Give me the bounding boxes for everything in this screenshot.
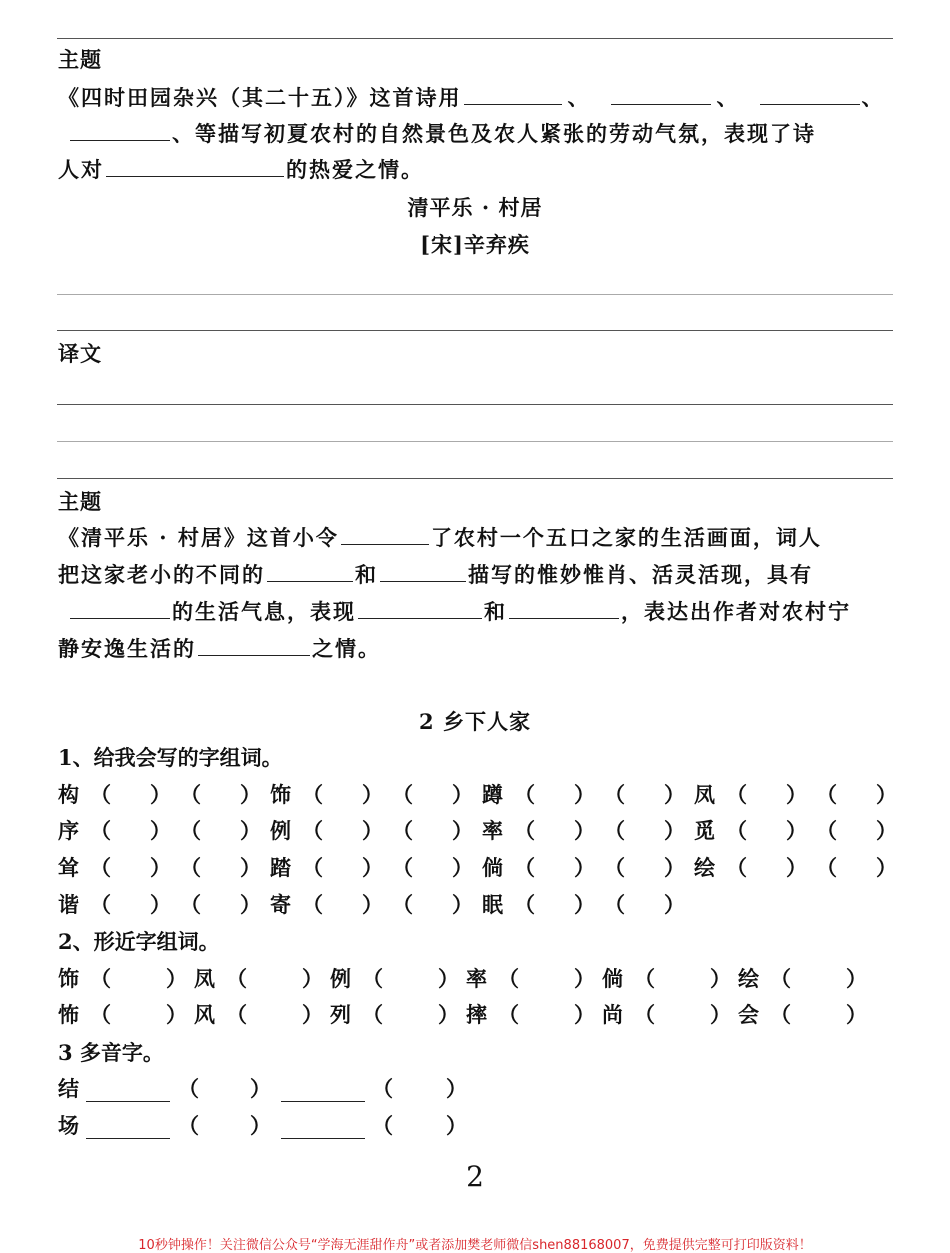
theme2-text: 和 [355,562,378,587]
poem-title: 清平乐 · 村居 [407,195,543,220]
vocab-char: 饰 [270,782,291,807]
paren-open[interactable]: （ [362,966,383,991]
theme2-line-4 [58,633,381,663]
q1-title: 1、给我会写的字组词。 [58,745,283,770]
paren-close: ） [664,782,685,807]
answer-blank[interactable] [509,596,619,619]
paren-open[interactable]: （ [498,1002,519,1027]
paren-close: ） [452,782,473,807]
theme2-text: 了农村一个五口之家的生活画面，词人 [430,525,822,550]
paren-open[interactable]: （ [90,782,111,807]
poem-author: [宋]辛弃疾 [420,232,530,257]
paren-open[interactable]: （ [726,855,747,880]
paren-close: ） [250,1113,271,1138]
answer-blank[interactable] [86,1116,170,1139]
page-number: 2 [466,1160,484,1193]
paren-close: ） [438,966,459,991]
paren-open[interactable]: （ [372,1076,393,1101]
theme1-line-2 [68,118,816,148]
paren-open[interactable]: （ [726,818,747,843]
paren-open[interactable]: （ [816,782,837,807]
paren-open[interactable]: （ [90,855,111,880]
answer-blank[interactable] [267,559,353,582]
paren-open[interactable]: （ [372,1113,393,1138]
vocab-char: 寄 [270,892,291,917]
paren-close: ） [150,782,171,807]
paren-open[interactable]: （ [392,818,413,843]
theme-label-2: 主题 [58,489,102,514]
paren-open[interactable]: （ [634,1002,655,1027]
paren-open[interactable]: （ [514,818,535,843]
polyphone-char: 结 [58,1076,79,1101]
paren-open[interactable]: （ [816,855,837,880]
paren-close: ） [452,818,473,843]
paren-open[interactable]: （ [514,892,535,917]
writing-line [57,404,893,405]
theme2-text: 描写的惟妙惟肖、活灵活现，具有 [468,562,813,587]
paren-close: ） [876,855,897,880]
polyphone-char: 场 [58,1113,79,1138]
paren-open[interactable]: （ [90,818,111,843]
paren-open[interactable]: （ [634,966,655,991]
paren-open[interactable]: （ [180,855,201,880]
theme1-text-c: 人对 [58,157,104,182]
vocab-char: 率 [482,818,503,843]
writing-line [57,294,893,295]
separator: 、 [716,85,740,110]
similar-char: 摔 [466,1002,487,1027]
theme-label-1: 主题 [58,47,102,72]
vocab-char: 凤 [694,782,715,807]
answer-blank[interactable] [341,522,429,545]
paren-close: ） [302,966,323,991]
similar-char: 饰 [58,966,79,991]
theme2-text: 静安逸生活的 [58,636,196,661]
paren-close: ） [240,855,261,880]
paren-open[interactable]: （ [302,782,323,807]
writing-line [57,441,893,442]
paren-open[interactable]: （ [604,782,625,807]
vocab-char: 踏 [270,855,291,880]
theme2-line-2 [58,559,813,589]
vocab-char: 序 [58,818,79,843]
paren-open[interactable]: （ [392,855,413,880]
paren-open[interactable]: （ [604,818,625,843]
similar-char: 倘 [602,966,623,991]
paren-close: ） [574,818,595,843]
vocab-char: 倘 [482,855,503,880]
paren-close: ） [166,966,187,991]
paren-open[interactable]: （ [816,818,837,843]
theme2-text: 《清平乐 · 村居》这首小令 [58,525,339,550]
vocab-char: 绘 [694,855,715,880]
similar-char: 凤 [194,966,215,991]
answer-blank[interactable] [86,1079,170,1102]
paren-close: ） [664,892,685,917]
paren-open[interactable]: （ [392,782,413,807]
paren-close: ） [250,1076,271,1101]
paren-open[interactable]: （ [180,818,201,843]
paren-open[interactable]: （ [178,1113,199,1138]
separator: 、 [861,85,885,110]
paren-close: ） [240,892,261,917]
paren-close: ） [786,782,807,807]
answer-blank[interactable] [281,1079,365,1102]
similar-char: 怖 [58,1002,79,1027]
similar-char: 风 [194,1002,215,1027]
writing-line [57,478,893,479]
paren-close: ） [150,892,171,917]
similar-char: 尚 [602,1002,623,1027]
paren-open[interactable]: （ [178,1076,199,1101]
paren-close: ） [786,855,807,880]
paren-close: ） [846,1002,867,1027]
lesson-title: 2 乡下人家 [419,709,531,734]
paren-close: ） [446,1113,467,1138]
paren-close: ） [362,892,383,917]
separator: 、 [567,85,591,110]
paren-close: ） [710,966,731,991]
paren-close: ） [786,818,807,843]
paren-open[interactable]: （ [498,966,519,991]
theme2-line-3 [68,596,851,626]
paren-open[interactable]: （ [90,966,111,991]
paren-close: ） [710,1002,731,1027]
paren-open[interactable]: （ [514,782,535,807]
answer-blank[interactable] [760,82,860,105]
similar-char: 率 [466,966,487,991]
paren-open[interactable]: （ [604,855,625,880]
answer-blank[interactable] [464,82,562,105]
theme2-text: 和 [484,599,507,624]
theme2-text: ，表达出作者对农村宁 [621,599,851,624]
answer-blank[interactable] [380,559,466,582]
promo-footer: 10秒钟操作！关注微信公众号“学海无涯甜作舟”或者添加樊老师微信shen88168007，免费提供完整可打印版资料！ [138,1238,812,1253]
vocab-char: 例 [270,818,291,843]
paren-open[interactable]: （ [362,1002,383,1027]
theme2-text: 之情。 [312,636,381,661]
paren-open[interactable]: （ [726,782,747,807]
paren-open[interactable]: （ [604,892,625,917]
paren-open[interactable]: （ [302,818,323,843]
paren-close: ） [166,1002,187,1027]
vocab-char: 构 [58,782,79,807]
paren-close: ） [846,966,867,991]
paren-close: ） [574,892,595,917]
theme1-line-1 [58,82,885,112]
translation-label: 译文 [58,341,102,366]
top-rule [57,38,893,39]
similar-char: 会 [738,1002,759,1027]
paren-open[interactable]: （ [392,892,413,917]
theme2-line-1 [58,522,822,552]
paren-close: ） [452,855,473,880]
paren-open[interactable]: （ [226,966,247,991]
paren-open[interactable]: （ [302,892,323,917]
paren-open[interactable]: （ [90,892,111,917]
paren-close: ） [574,966,595,991]
vocab-char: 耸 [58,855,79,880]
theme1-text-d: 的热爱之情。 [286,157,424,182]
paren-close: ） [664,818,685,843]
paren-close: ） [240,818,261,843]
paren-open[interactable]: （ [226,1002,247,1027]
similar-char: 例 [330,966,351,991]
answer-blank[interactable] [106,154,284,177]
vocab-char: 觅 [694,818,715,843]
theme1-line-3 [58,154,424,184]
theme1-text-b: 、等描写初夏农村的自然景色及农人紧张的劳动气氛，表现了诗 [172,121,816,146]
writing-line [57,330,893,331]
paren-close: ） [446,1076,467,1101]
answer-blank[interactable] [70,118,170,141]
paren-close: ） [362,782,383,807]
similar-char: 绘 [738,966,759,991]
theme2-text: 的生活气息，表现 [172,599,356,624]
paren-close: ） [452,892,473,917]
paren-close: ） [150,818,171,843]
answer-blank[interactable] [611,82,711,105]
paren-open[interactable]: （ [302,855,323,880]
paren-close: ） [362,855,383,880]
paren-open[interactable]: （ [770,1002,791,1027]
paren-close: ） [438,1002,459,1027]
paren-open[interactable]: （ [770,966,791,991]
paren-close: ） [302,1002,323,1027]
answer-blank[interactable] [281,1116,365,1139]
theme1-text-a: 《四时田园杂兴（其二十五）》这首诗用 [58,85,462,110]
answer-blank[interactable] [198,633,310,656]
answer-blank[interactable] [70,596,170,619]
paren-open[interactable]: （ [180,782,201,807]
paren-close: ） [574,1002,595,1027]
paren-close: ） [876,782,897,807]
q3-title: 3 多音字。 [58,1040,164,1065]
similar-char: 列 [330,1002,351,1027]
paren-open[interactable]: （ [180,892,201,917]
answer-blank[interactable] [358,596,482,619]
paren-close: ） [574,855,595,880]
paren-close: ） [240,782,261,807]
paren-close: ） [362,818,383,843]
paren-close: ） [150,855,171,880]
theme2-text: 把这家老小的不同的 [58,562,265,587]
vocab-char: 蹲 [482,782,503,807]
paren-open[interactable]: （ [514,855,535,880]
vocab-char: 谐 [58,892,79,917]
q2-title: 2、形近字组词。 [58,929,220,954]
paren-close: ） [664,855,685,880]
paren-close: ） [876,818,897,843]
vocab-char: 眠 [482,892,503,917]
paren-open[interactable]: （ [90,1002,111,1027]
paren-close: ） [574,782,595,807]
